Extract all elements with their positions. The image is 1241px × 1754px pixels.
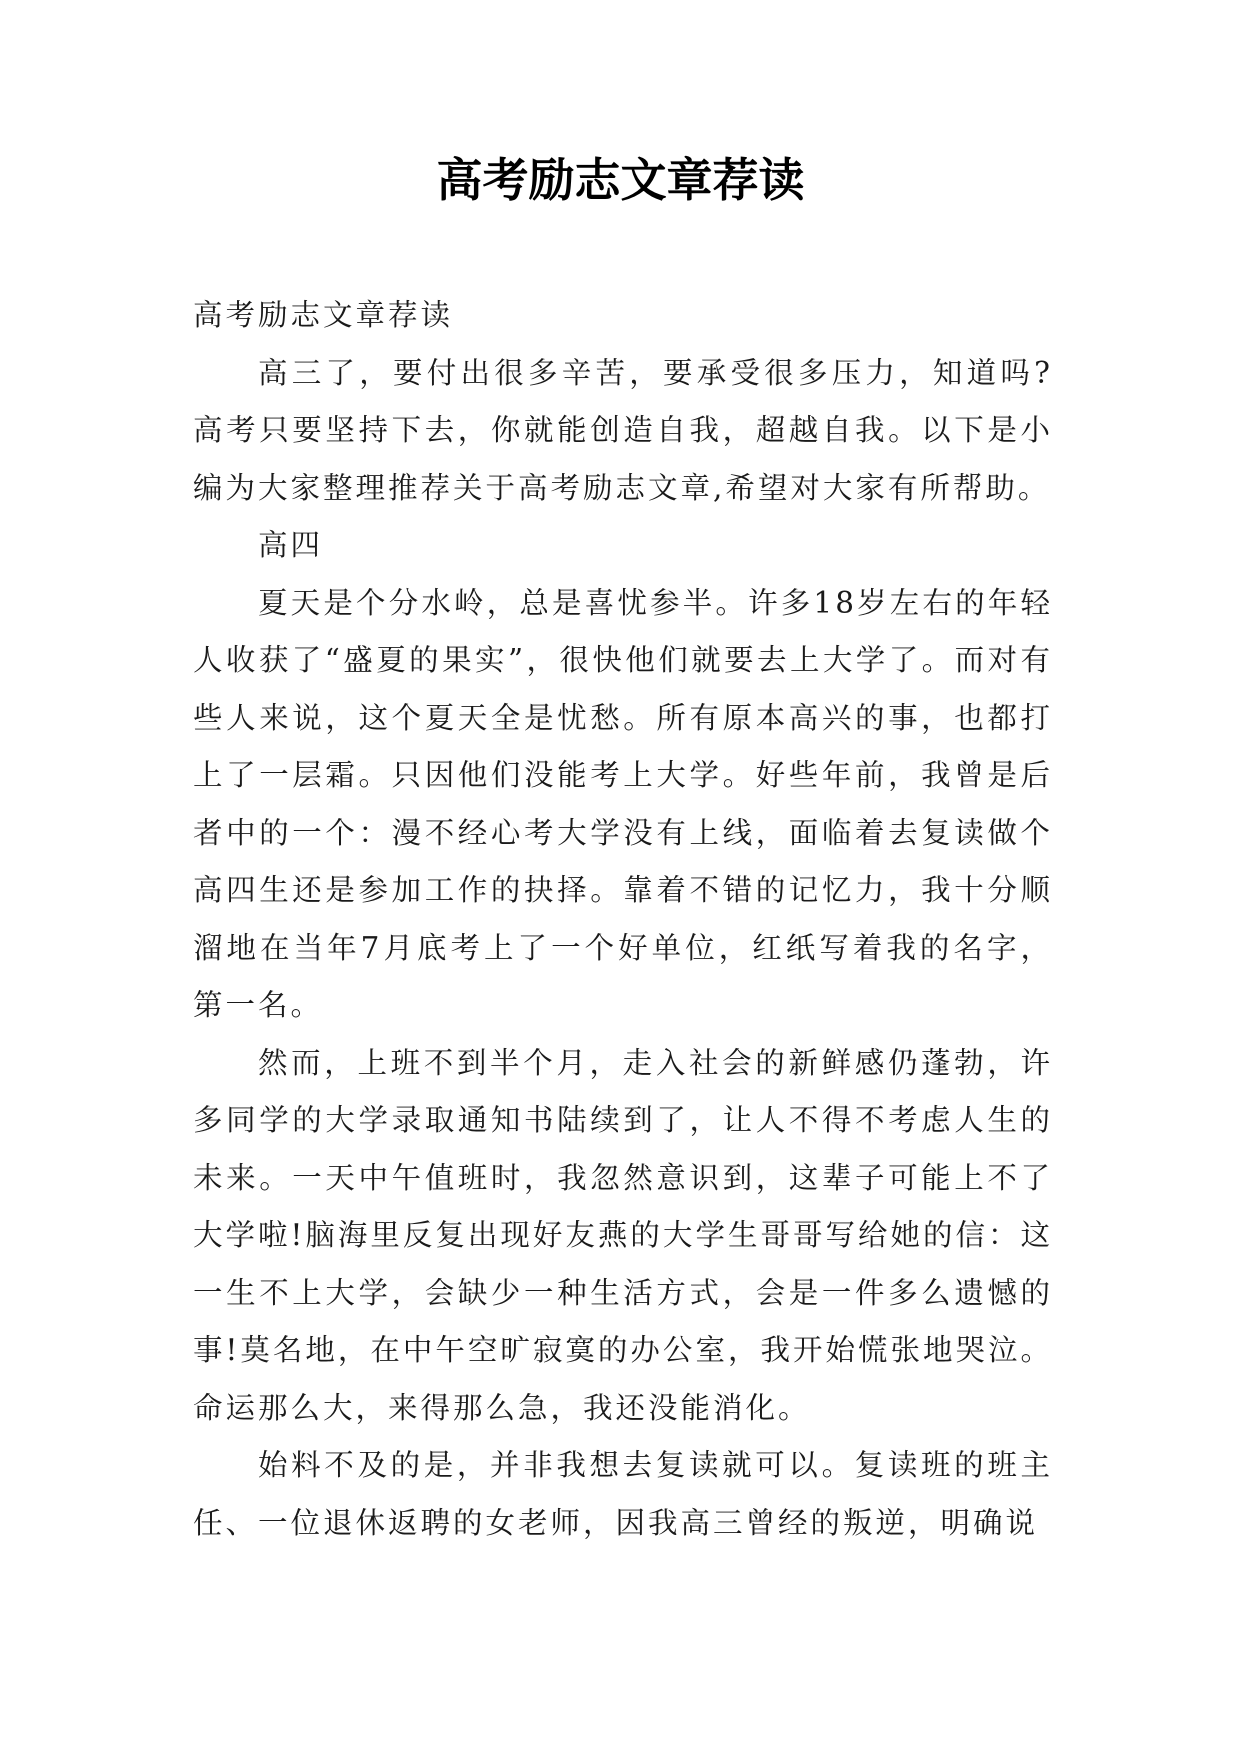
document-body	[193, 287, 1053, 1552]
document-subtitle: 高考励志文章荐读	[193, 298, 454, 332]
paragraph: 高三了，要付出很多辛苦，要承受很多压力，知道吗?高考只要坚持下去，你就能创造自我，超越自我。以下是小编为大家整理推荐关于高考励志文章,希望对大家有所帮助。	[193, 355, 1053, 505]
paragraph: 夏天是个分水岭，总是喜忧参半。许多18岁左右的年轻人收获了“盛夏的果实”，很快他们就要去上大学了。而对有些人来说，这个夏天全是忧愁。所有原本高兴的事，也都打上了一层霜。只因他们没能考上大学。好些年前，我曾是后者中的一个：漫不经心考大学没有上线，面临着去复读做个高四生还是参加工作的抉择。靠着不错的记忆力，我十分顺溜地在当年7月底考上了一个好单位，红纸写着我的名字，第一名。	[193, 585, 1053, 1022]
section-heading: 高四	[258, 528, 324, 562]
document-title: 高考励志文章荐读	[436, 153, 805, 207]
paragraph: 始料不及的是，并非我想去复读就可以。复读班的班主任、一位退休返聘的女老师，因我高三曾经的叛逆，明确说	[193, 1448, 1053, 1540]
paragraph: 然而，上班不到半个月，走入社会的新鲜感仍蓬勃，许多同学的大学录取通知书陆续到了，让人不得不考虑人生的未来。一天中午值班时，我忽然意识到，这辈子可能上不了大学啦!脑海里反复出现好友燕的大学生哥哥写给她的信：这一生不上大学，会缺少一种生活方式，会是一件多么遗憾的事!莫名地，在中午空旷寂寞的办公室，我开始慌张地哭泣。命运那么大，来得那么急，我还没能消化。	[193, 1045, 1053, 1425]
